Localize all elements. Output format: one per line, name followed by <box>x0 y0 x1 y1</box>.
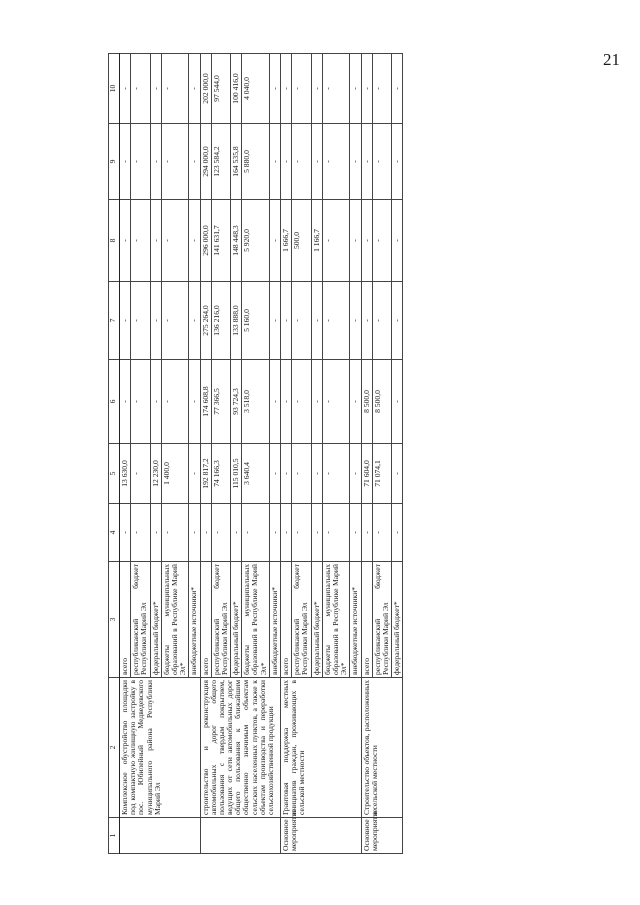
amount-cell: - <box>372 200 391 282</box>
activity-type-cell <box>200 818 281 854</box>
amount-cell: - <box>292 124 311 200</box>
amount-cell: - <box>311 124 322 200</box>
column-header: 2 <box>109 678 120 818</box>
amount-cell: 8 500,0 <box>372 360 391 444</box>
amount-cell: - <box>150 124 161 200</box>
amount-cell: 5 920,0 <box>242 200 270 282</box>
amount-cell: 13 630,0 <box>120 444 131 504</box>
column-header: 5 <box>109 444 120 504</box>
amount-cell: 3 640,4 <box>242 444 270 504</box>
amount-cell: - <box>292 444 311 504</box>
column-header: 7 <box>109 282 120 360</box>
amount-cell: - <box>361 282 372 360</box>
amount-cell: - <box>392 54 403 124</box>
table-body <box>120 54 403 854</box>
activity-type-cell <box>120 818 201 854</box>
amount-cell: - <box>311 54 322 124</box>
amount-cell: - <box>322 54 350 124</box>
amount-cell: - <box>292 504 311 562</box>
amount-cell: - <box>161 200 189 282</box>
amount-cell: - <box>392 282 403 360</box>
amount-cell: - <box>120 282 131 360</box>
column-header: 4 <box>109 504 120 562</box>
amount-cell: - <box>311 504 322 562</box>
amount-cell: 12 230,0 <box>150 444 161 504</box>
amount-cell: 77 366,5 <box>211 360 230 444</box>
amount-cell: 136 216,0 <box>211 282 230 360</box>
amount-cell: - <box>131 444 150 504</box>
amount-cell: - <box>161 504 189 562</box>
amount-cell: - <box>150 200 161 282</box>
column-header: 1 <box>109 818 120 854</box>
amount-cell: 74 166,3 <box>211 444 230 504</box>
amount-cell: - <box>392 200 403 282</box>
amount-cell: - <box>161 54 189 124</box>
amount-cell: - <box>131 124 150 200</box>
amount-cell: 1 400,0 <box>161 444 189 504</box>
funding-source-cell: республиканский бюджет Республики Марий Эл <box>211 562 230 678</box>
amount-cell: - <box>131 282 150 360</box>
funding-source-cell: республиканский бюджет Республики Марий Эл <box>372 562 391 678</box>
amount-cell: - <box>269 200 280 282</box>
amount-cell: - <box>361 200 372 282</box>
amount-cell: - <box>392 124 403 200</box>
amount-cell: 5 880,0 <box>242 124 270 200</box>
amount-cell: - <box>120 360 131 444</box>
amount-cell: - <box>322 504 350 562</box>
amount-cell: - <box>361 54 372 124</box>
amount-cell: - <box>269 504 280 562</box>
amount-cell: - <box>281 54 292 124</box>
amount-cell: - <box>189 54 200 124</box>
amount-cell: 1 666,7 <box>281 200 292 282</box>
amount-cell: - <box>161 124 189 200</box>
funding-source-cell: республиканский бюджет Республики Марий Эл <box>131 562 150 678</box>
column-header: 10 <box>109 54 120 124</box>
amount-cell: - <box>189 200 200 282</box>
funding-source-cell: бюджеты муниципальных образований в Республике Марий Эл* <box>161 562 189 678</box>
amount-cell: - <box>361 124 372 200</box>
amount-cell: 5 160,0 <box>242 282 270 360</box>
amount-cell: 115 010,5 <box>231 444 242 504</box>
amount-cell: - <box>269 360 280 444</box>
amount-cell: - <box>242 504 270 562</box>
amount-cell: - <box>350 504 361 562</box>
amount-cell: - <box>131 200 150 282</box>
amount-cell: 296 000,0 <box>200 200 211 282</box>
amount-cell: - <box>189 282 200 360</box>
amount-cell: - <box>372 282 391 360</box>
amount-cell: - <box>161 282 189 360</box>
funding-source-cell: федеральный бюджет* <box>311 562 322 678</box>
amount-cell: - <box>189 444 200 504</box>
activity-name-cell: строительство и реконструкция автомобильных дорог общего пользования с твердым покрытием, ведущих от сети автомобильных дорог общего пользования к ближайшим общественно значимым объектам сельских населенных пунктов, а также к объектам производства и переработки сельскохозяйственной продукции <box>200 678 281 818</box>
amount-cell: 3 518,0 <box>242 360 270 444</box>
amount-cell: - <box>311 444 322 504</box>
amount-cell: - <box>322 124 350 200</box>
amount-cell: - <box>281 504 292 562</box>
funding-source-cell: бюджеты муниципальных образований в Республике Марий Эл* <box>322 562 350 678</box>
activity-name-cell: Грантовая поддержка местных инициатив граждан, проживающих в сельской местности <box>281 678 362 818</box>
amount-cell: 141 631,7 <box>211 200 230 282</box>
amount-cell: 294 000,0 <box>200 124 211 200</box>
amount-cell: 71 074,1 <box>372 444 391 504</box>
amount-cell: 93 724,3 <box>231 360 242 444</box>
activity-type-cell: Основное мероприятие <box>361 818 403 854</box>
activity-type-cell: Основное мероприятие <box>281 818 362 854</box>
amount-cell: - <box>269 444 280 504</box>
column-header: 8 <box>109 200 120 282</box>
amount-cell: - <box>131 360 150 444</box>
funding-source-cell: федеральный бюджет* <box>150 562 161 678</box>
amount-cell: - <box>350 444 361 504</box>
amount-cell: 97 544,0 <box>211 54 230 124</box>
amount-cell: - <box>189 124 200 200</box>
amount-cell: 1 166,7 <box>311 200 322 282</box>
amount-cell: - <box>322 282 350 360</box>
amount-cell: - <box>189 504 200 562</box>
amount-cell: - <box>131 504 150 562</box>
funding-source-cell: федеральный бюджет* <box>231 562 242 678</box>
amount-cell: 8 500,0 <box>361 360 372 444</box>
amount-cell: - <box>281 124 292 200</box>
amount-cell: - <box>311 360 322 444</box>
amount-cell: 192 817,2 <box>200 444 211 504</box>
amount-cell: - <box>350 360 361 444</box>
activity-name-cell: Комплексное обустройство площадки под компактную жилищную застройку в пос. Юбилейный Медведевского муниципального района Республики Марий Эл <box>120 678 201 818</box>
amount-cell: - <box>322 360 350 444</box>
amount-cell: 174 608,8 <box>200 360 211 444</box>
amount-cell: 4 040,0 <box>242 54 270 124</box>
amount-cell: - <box>361 504 372 562</box>
funding-source-cell: всего <box>200 562 211 678</box>
rotated-table-container <box>108 54 628 854</box>
amount-cell: - <box>292 360 311 444</box>
table-row <box>281 54 292 854</box>
amount-cell: - <box>372 54 391 124</box>
amount-cell: - <box>269 124 280 200</box>
amount-cell: 275 264,0 <box>200 282 211 360</box>
funding-source-cell: внебюджетные источники* <box>189 562 200 678</box>
amount-cell: - <box>200 504 211 562</box>
amount-cell: - <box>120 504 131 562</box>
amount-cell: - <box>131 54 150 124</box>
amount-cell: - <box>350 200 361 282</box>
amount-cell: - <box>292 282 311 360</box>
amount-cell: - <box>211 504 230 562</box>
funding-source-cell: всего <box>361 562 372 678</box>
funding-source-cell: всего <box>281 562 292 678</box>
amount-cell: - <box>120 54 131 124</box>
amount-cell: - <box>281 282 292 360</box>
amount-cell: 148 448,3 <box>231 200 242 282</box>
table-header-row <box>109 54 120 854</box>
column-header: 3 <box>109 562 120 678</box>
amount-cell: - <box>311 282 322 360</box>
amount-cell: - <box>150 282 161 360</box>
funding-source-cell: всего <box>120 562 131 678</box>
amount-cell: - <box>392 504 403 562</box>
amount-cell: - <box>281 360 292 444</box>
amount-cell: - <box>189 360 200 444</box>
column-header: 6 <box>109 360 120 444</box>
amount-cell: 100 416,0 <box>231 54 242 124</box>
column-header: 9 <box>109 124 120 200</box>
amount-cell: - <box>322 444 350 504</box>
amount-cell: 164 535,8 <box>231 124 242 200</box>
table-row <box>200 54 211 854</box>
funding-source-cell: бюджеты муниципальных образований в Республике Марий Эл* <box>242 562 270 678</box>
amount-cell: - <box>161 360 189 444</box>
amount-cell: 500,0 <box>292 200 311 282</box>
funding-source-cell: республиканский бюджет Республики Марий Эл <box>292 562 311 678</box>
page-number: 21 <box>603 50 620 69</box>
amount-cell: - <box>350 124 361 200</box>
budget-table <box>108 53 403 854</box>
table-row <box>361 54 372 854</box>
amount-cell: - <box>372 504 391 562</box>
amount-cell: - <box>292 54 311 124</box>
activity-name-cell: Строительство объектов, расположенных в сельской местности <box>361 678 403 818</box>
amount-cell: - <box>231 504 242 562</box>
amount-cell: - <box>372 124 391 200</box>
funding-source-cell: федеральный бюджет* <box>392 562 403 678</box>
amount-cell: - <box>269 282 280 360</box>
amount-cell: 133 888,0 <box>231 282 242 360</box>
amount-cell: - <box>350 54 361 124</box>
funding-source-cell: внебюджетные источники* <box>350 562 361 678</box>
amount-cell: 123 584,2 <box>211 124 230 200</box>
amount-cell: - <box>281 444 292 504</box>
table-row <box>120 54 131 854</box>
amount-cell: 71 604,0 <box>361 444 372 504</box>
amount-cell: - <box>120 200 131 282</box>
amount-cell: - <box>322 200 350 282</box>
amount-cell: - <box>120 124 131 200</box>
amount-cell: 202 000,0 <box>200 54 211 124</box>
amount-cell: - <box>392 360 403 444</box>
amount-cell: - <box>150 504 161 562</box>
amount-cell: - <box>150 54 161 124</box>
funding-source-cell: внебюджетные источники* <box>269 562 280 678</box>
amount-cell: - <box>392 444 403 504</box>
amount-cell: - <box>350 282 361 360</box>
amount-cell: - <box>150 360 161 444</box>
amount-cell: - <box>269 54 280 124</box>
